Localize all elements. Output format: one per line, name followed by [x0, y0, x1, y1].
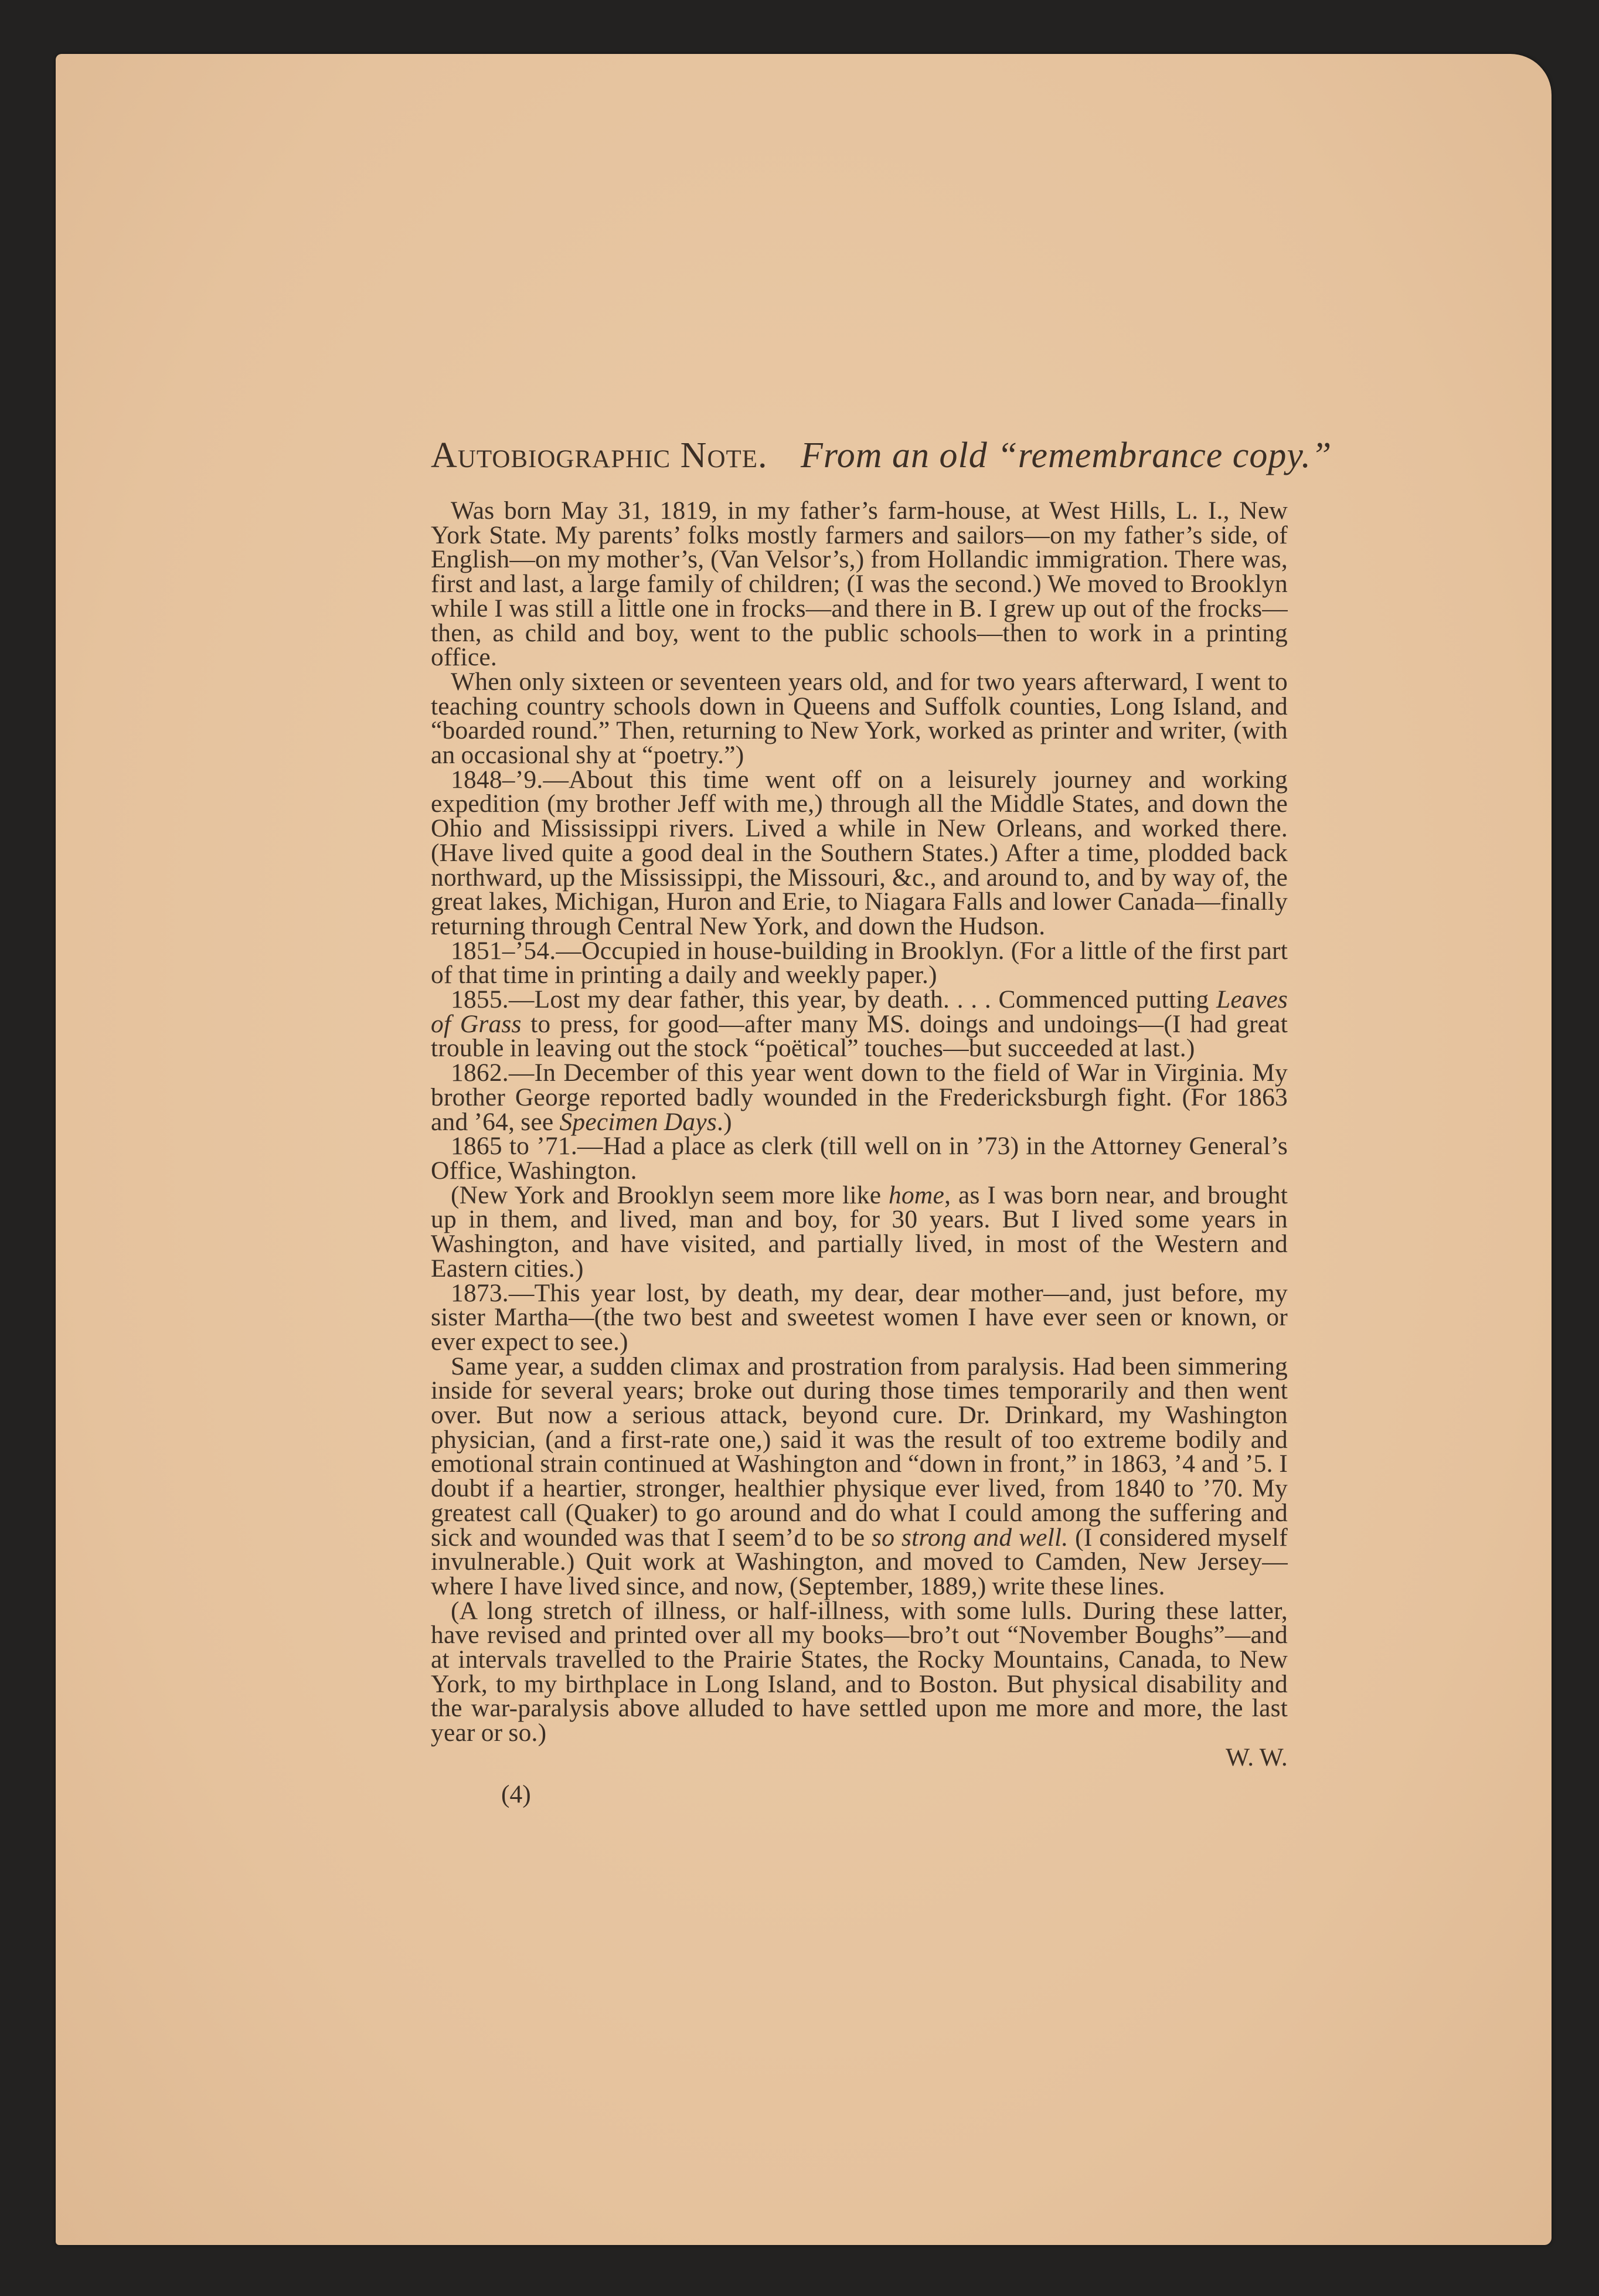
italic-title: Leaves of Grass: [431, 985, 1288, 1038]
paragraph-text: (I considered myself invulnerable.) Quit work at Washington, and moved to Camden, New Jersey—where I have lived since, and now, (September, 1889,) write these lines.: [431, 1523, 1288, 1600]
paragraph-1873: [431, 1278, 1288, 1356]
paragraph-text: (New York and Brooklyn seem more like: [451, 1181, 889, 1209]
paragraph-text: 1862.—In December of this year went down to the field of War in Virginia. My brother George reported badly wounded in the Fredericksburgh fight. (For 1863 and ’64, see: [431, 1059, 1288, 1136]
italic-word: home: [889, 1181, 945, 1209]
paragraph-1855: [431, 985, 1288, 1063]
paragraph-1851: [431, 936, 1288, 989]
paragraph-1848: [431, 765, 1288, 940]
paragraph-text: 1855.—Lost my dear father, this year, by death. . . . Commenced putting: [451, 985, 1216, 1014]
paragraph-home: [431, 1183, 1288, 1281]
paragraph-text: 1873.—This year lost, by death, my dear, dear mother—and, just before, my sister Martha—(the two best and sweetest women I have ever seen or known, or ever expect to see.): [431, 1278, 1288, 1356]
paragraph-text: 1848–’9.—About this time went off on a leisurely journey and working expedition (my brother Jeff with me,) through all the Middle States, and down the Ohio and Mississippi rivers. Lived a while in New Orleans, and worked there. (Have lived quite a good deal in the Southern States.) After a time, plodded back northward, up the Mississippi, the Missouri, &c., and around to, and by way of, the great lakes, Michigan, Huron and Erie, to Niagara Falls and lower Canada—finally returning through Central New York, and down the Hudson.: [431, 765, 1288, 940]
paragraph-birth: [431, 496, 1288, 672]
paragraph-text: .): [717, 1107, 732, 1136]
paragraph-1865: [431, 1134, 1288, 1183]
paragraph-1862: [431, 1061, 1288, 1134]
paragraph-text: When only sixteen or seventeen years old, and for two years afterward, I went to teaching country schools down in Queens and Suffolk counties, Long Island, and “boarded round.” Then, returning to New York, worked as printer and writer, (with an occasional shy at “poetry.”): [431, 667, 1288, 770]
italic-title: Specimen Days: [559, 1107, 717, 1136]
paragraph-teaching: [431, 667, 1288, 770]
heading-title: Autobiographic Note.: [431, 436, 768, 475]
paragraph-text: Was born May 31, 1819, in my father’s farm-house, at West Hills, L. I., New York State. My parents’ folks mostly farmers and sailors—on my father’s side, of English—on my mother’s, (Van Velsor’s,) from Hollandic immigration. There was, first and last, a large family of children; (I was the second.) We moved to Brooklyn while I was still a little one in frocks—and there in B. I grew up out of the frocks—then, as child and boy, went to the public schools—then to work in a printing office.: [431, 496, 1288, 672]
heading: [431, 435, 1332, 477]
paragraph-text: 1851–’54.—Occupied in house-building in Brooklyn. (For a little of the first part of that time in printing a daily and weekly paper.): [431, 936, 1288, 989]
signature: W. W.: [1226, 1743, 1288, 1772]
paragraph-text: to press, for good—after many MS. doings and undoings—(I had great trouble in leaving out the stock “poëtical” touches—but succeeded at last.): [431, 1009, 1288, 1063]
paragraph-text: Same year, a sudden climax and prostration from paralysis. Had been simmering inside for several years; broke out during those times temporarily and then went over. But now a serious attack, beyond cure. Dr. Drinkard, my Washington physician, (and a first-rate one,) said it was the result of too extreme bodily and emotional strain continued at Washington and “down in front,” in 1863, ’4 and ’5. I doubt if a heartier, stronger, healthier physique ever lived, from 1840 to ’70. My greatest call (Quaker) to go around and do what I could among the suffering and sick and wounded was that I seem’d to be: [431, 1352, 1288, 1552]
heading-subtitle: From an old “remembrance copy.”: [801, 436, 1332, 475]
paragraph-illness: [431, 1596, 1288, 1772]
paragraph-text: 1865 to ’71.—Had a place as clerk (till well on in ’73) in the Attorney General’s Office, Washington.: [431, 1132, 1288, 1185]
page-number: (4): [501, 1780, 531, 1808]
text-block: [431, 435, 1332, 1809]
paragraph-text: (A long stretch of illness, or half-illness, with some lulls. During these latter, have revised and printed over all my books—bro’t out “November Boughs”—and at intervals travelled to the Prairie States, the Rocky Mountains, Canada, to New York, to my birthplace in Long Island, and to Boston. But physical disability and the war-paralysis above alluded to have settled upon me more and more, the last year or so.): [431, 1596, 1288, 1747]
paragraph-text: , as I was born near, and brought up in them, and lived, man and boy, for 30 years. But I lived some years in Washington, and have visited, and partially lived, in most of the Western and Eastern cities.): [431, 1181, 1288, 1283]
document-page: [56, 54, 1552, 2245]
paragraph-paralysis: [431, 1352, 1288, 1600]
italic-phrase: so strong and well.: [872, 1523, 1069, 1552]
